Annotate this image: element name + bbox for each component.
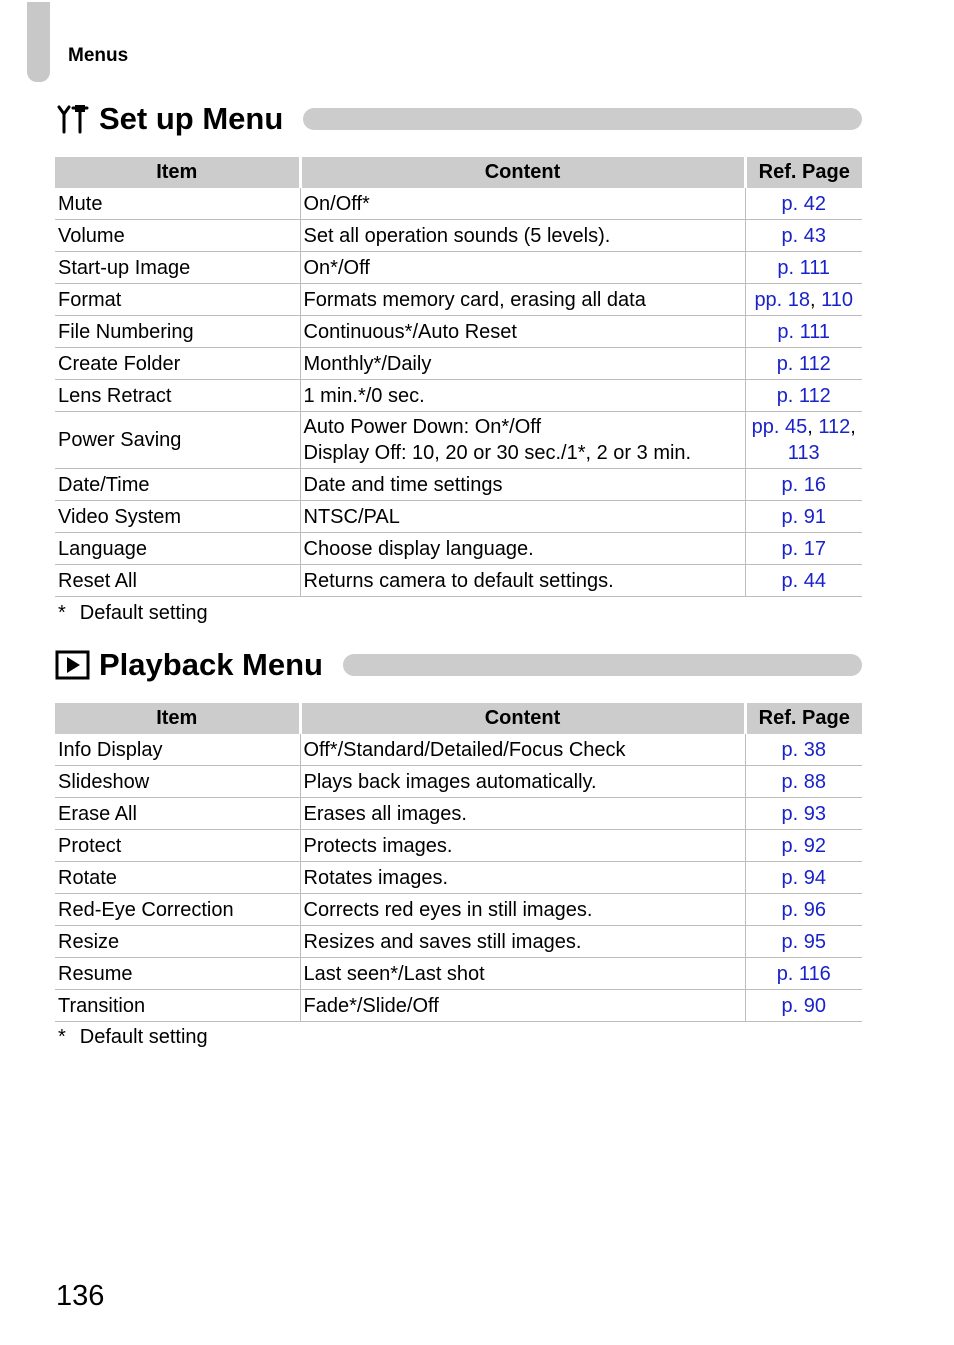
item-cell: Start-up Image	[55, 252, 300, 284]
setup-menu-heading	[55, 101, 862, 137]
ref-page-link[interactable]: p. 17	[781, 537, 826, 560]
table-row	[55, 894, 862, 926]
item-cell: Protect	[55, 830, 300, 862]
ref-page-cell	[745, 533, 862, 565]
content-cell: Fade*/Slide/Off	[300, 990, 745, 1022]
wrench-hammer-icon	[55, 103, 91, 135]
item-cell: Erase All	[55, 798, 300, 830]
table-row	[55, 380, 862, 412]
item-cell: Transition	[55, 990, 300, 1022]
content-cell: NTSC/PAL	[300, 501, 745, 533]
footnote-mark: *	[58, 1026, 66, 1048]
ref-page-cell	[745, 990, 862, 1022]
ref-page-link[interactable]: p. 93	[781, 802, 826, 825]
ref-page-link[interactable]: p. 111	[777, 256, 831, 279]
setup-menu-table	[55, 157, 862, 597]
table-row	[55, 798, 862, 830]
item-cell: Date/Time	[55, 469, 300, 501]
ref-page-cell	[745, 316, 862, 348]
ref-page-link[interactable]: 112	[818, 416, 851, 438]
column-header-content: Content	[300, 157, 745, 188]
item-cell: Slideshow	[55, 766, 300, 798]
running-head: Menus	[68, 45, 129, 66]
content-cell: Plays back images automatically.	[300, 766, 745, 798]
table-header-row	[55, 157, 862, 188]
setup-menu-title: Set up Menu	[99, 101, 284, 136]
ref-page-cell	[745, 734, 862, 766]
item-cell: Power Saving	[55, 412, 300, 469]
ref-page-cell	[745, 220, 862, 252]
ref-page-link[interactable]: p. 88	[781, 770, 826, 793]
ref-page-cell	[745, 958, 862, 990]
ref-page-link[interactable]: 110	[821, 288, 854, 311]
content-cell: 1 min.*/0 sec.	[300, 380, 745, 412]
ref-page-cell	[745, 188, 862, 220]
item-cell: Language	[55, 533, 300, 565]
content-cell: Set all operation sounds (5 levels).	[300, 220, 745, 252]
ref-page-link[interactable]: p. 112	[776, 384, 831, 407]
ref-page-link[interactable]: p. 90	[781, 994, 826, 1017]
content-cell: Last seen*/Last shot	[300, 958, 745, 990]
page-number: 136	[56, 1280, 105, 1312]
ref-page-link[interactable]: p. 38	[781, 738, 826, 761]
table-row	[55, 830, 862, 862]
ref-page-link[interactable]: p. 43	[781, 224, 826, 247]
ref-page-link[interactable]: p. 44	[781, 569, 826, 592]
ref-page-cell	[745, 798, 862, 830]
setup-footnote	[58, 602, 208, 625]
ref-page-link[interactable]: p. 42	[781, 192, 826, 215]
table-row	[55, 412, 862, 469]
column-header-ref-page: Ref. Page	[745, 157, 862, 188]
table-header-row	[55, 703, 862, 734]
table-row	[55, 990, 862, 1022]
table-row	[55, 469, 862, 501]
content-cell: Date and time settings	[300, 469, 745, 501]
play-icon	[55, 649, 91, 681]
ref-page-cell	[745, 348, 862, 380]
item-cell: Rotate	[55, 862, 300, 894]
item-cell: Reset All	[55, 565, 300, 597]
table-row	[55, 284, 862, 316]
column-header-ref-page: Ref. Page	[745, 703, 862, 734]
content-cell: On/Off*	[300, 188, 745, 220]
playback-footnote	[58, 1026, 208, 1049]
ref-page-link[interactable]: pp. 18	[754, 288, 811, 311]
ref-page-link[interactable]: p. 111	[777, 320, 831, 343]
table-row	[55, 348, 862, 380]
item-cell: Resize	[55, 926, 300, 958]
item-cell: Resume	[55, 958, 300, 990]
table-row	[55, 926, 862, 958]
item-cell: Info Display	[55, 734, 300, 766]
ref-page-link[interactable]: p. 95	[781, 930, 826, 953]
item-cell: Red-Eye Correction	[55, 894, 300, 926]
ref-page-link[interactable]: p. 116	[776, 962, 831, 985]
ref-page-link[interactable]: p. 91	[781, 505, 826, 528]
ref-page-cell	[745, 926, 862, 958]
ref-page-link[interactable]: p. 112	[776, 352, 831, 375]
ref-page-cell	[745, 565, 862, 597]
content-line: Display Off: 10, 20 or 30 sec./1*, 2 or 3 min.	[303, 442, 692, 464]
ref-page-link[interactable]: p. 92	[781, 834, 826, 857]
content-cell: Rotates images.	[300, 862, 745, 894]
content-cell: On*/Off	[300, 252, 745, 284]
table-row	[55, 533, 862, 565]
content-line: Auto Power Down: On*/Off	[303, 416, 542, 438]
content-cell: Erases all images.	[300, 798, 745, 830]
ref-page-link[interactable]: p. 96	[781, 898, 826, 921]
content-cell: Protects images.	[300, 830, 745, 862]
table-row	[55, 316, 862, 348]
footnote-mark: *	[58, 602, 66, 624]
item-cell: Lens Retract	[55, 380, 300, 412]
content-cell	[300, 412, 745, 469]
table-row	[55, 862, 862, 894]
column-header-item: Item	[55, 157, 300, 188]
content-cell: Off*/Standard/Detailed/Focus Check	[300, 734, 745, 766]
column-header-item: Item	[55, 703, 300, 734]
table-row	[55, 220, 862, 252]
content-cell: Monthly*/Daily	[300, 348, 745, 380]
ref-page-link[interactable]: 113	[787, 442, 820, 464]
ref-page-link[interactable]: pp. 45	[751, 416, 808, 438]
ref-page-cell	[745, 380, 862, 412]
footnote-text: Default setting	[79, 1026, 208, 1048]
table-row	[55, 766, 862, 798]
item-cell: Format	[55, 284, 300, 316]
heading-rule-bar	[343, 654, 862, 676]
footnote-text: Default setting	[79, 602, 208, 624]
ref-page-cell	[745, 862, 862, 894]
chapter-side-tab	[27, 2, 50, 82]
item-cell: Mute	[55, 188, 300, 220]
table-row	[55, 958, 862, 990]
content-cell: Choose display language.	[300, 533, 745, 565]
content-cell: Resizes and saves still images.	[300, 926, 745, 958]
playback-menu-title: Playback Menu	[99, 647, 323, 682]
ref-page-cell: pp. 18, 110	[745, 284, 862, 316]
table-row	[55, 501, 862, 533]
ref-page-cell: pp. 45, 112, 113	[745, 412, 862, 469]
content-cell: Corrects red eyes in still images.	[300, 894, 745, 926]
playback-menu-table	[55, 703, 862, 1022]
ref-page-cell	[745, 894, 862, 926]
table-row	[55, 734, 862, 766]
ref-page-link[interactable]: p. 16	[781, 473, 826, 496]
item-cell: File Numbering	[55, 316, 300, 348]
ref-page-cell	[745, 252, 862, 284]
ref-page-cell	[745, 501, 862, 533]
ref-page-cell	[745, 766, 862, 798]
content-cell: Continuous*/Auto Reset	[300, 316, 745, 348]
item-cell: Volume	[55, 220, 300, 252]
content-cell: Returns camera to default settings.	[300, 565, 745, 597]
table-row	[55, 565, 862, 597]
table-row	[55, 252, 862, 284]
item-cell: Create Folder	[55, 348, 300, 380]
heading-rule-bar	[303, 108, 862, 130]
content-cell: Formats memory card, erasing all data	[300, 284, 745, 316]
item-cell: Video System	[55, 501, 300, 533]
ref-page-cell	[745, 830, 862, 862]
column-header-content: Content	[300, 703, 745, 734]
table-row	[55, 188, 862, 220]
ref-page-link[interactable]: p. 94	[781, 866, 826, 889]
playback-menu-heading	[55, 647, 862, 683]
ref-page-cell	[745, 469, 862, 501]
